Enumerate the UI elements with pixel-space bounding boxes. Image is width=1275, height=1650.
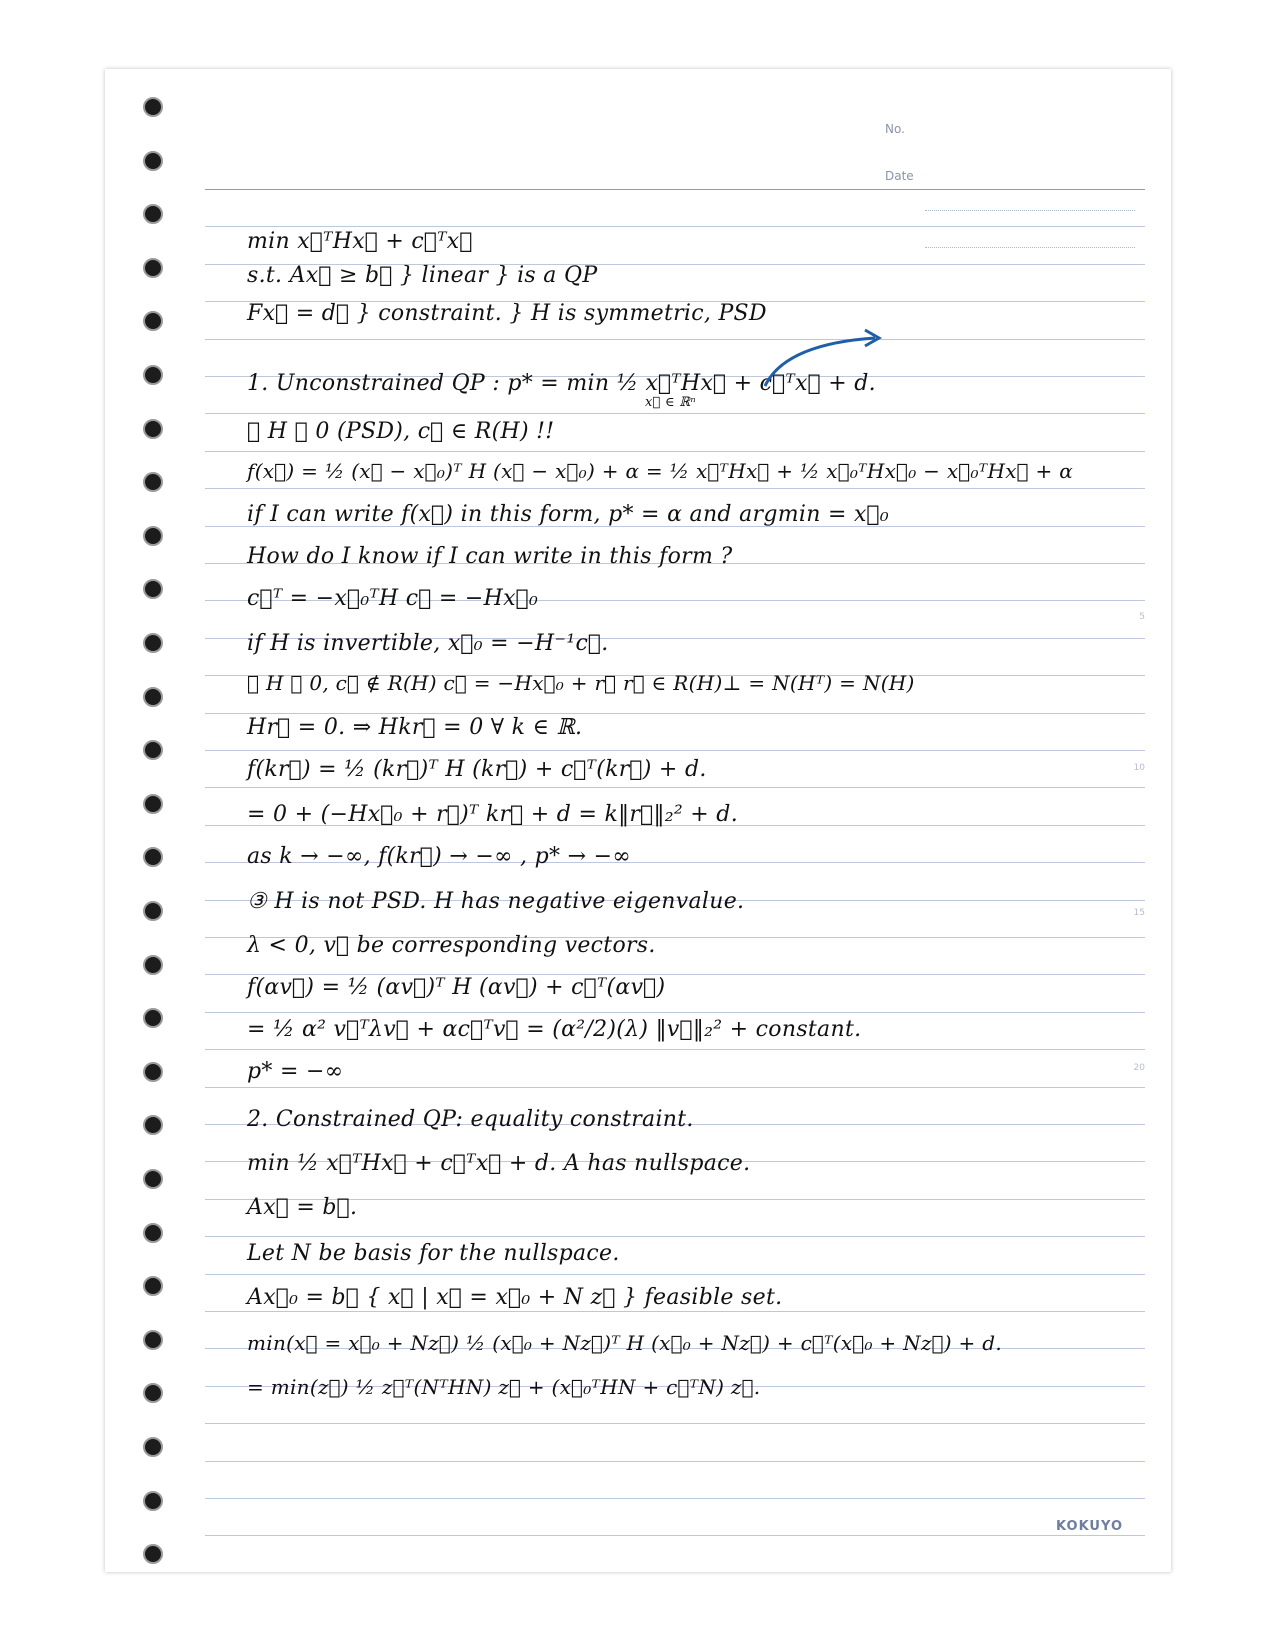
line-number-15: 15: [1133, 908, 1145, 918]
notebook-page: [105, 69, 1171, 1572]
note-line-1: min x⃗ᵀHx⃗ + c⃗ᵀx⃗: [247, 229, 473, 254]
handwritten-notes: [105, 69, 1171, 1572]
note-line-11: ② H ⪰ 0, c⃗ ∉ R(H) c⃗ = −Hx⃗₀ + r⃗ r⃗ ∈ R(H)⊥ = N(Hᵀ) = N(H): [247, 671, 915, 695]
brand-logo: KOKUYO: [1056, 1519, 1123, 1534]
note-line-25: Ax⃗₀ = b⃗ { x⃗ | x⃗ = x⃗₀ + N z⃗ } feasible set.: [247, 1285, 783, 1310]
note-line-10: if H is invertible, x⃗₀ = −H⁻¹c⃗.: [247, 631, 609, 656]
note-line-17: λ < 0, v⃗ be corresponding vectors.: [247, 933, 656, 958]
note-line-6: f(x⃗) = ½ (x⃗ − x⃗₀)ᵀ H (x⃗ − x⃗₀) + α = ½ x⃗ᵀHx⃗ + ½ x⃗₀ᵀHx⃗₀ − x⃗₀ᵀHx⃗ + α: [247, 459, 1073, 483]
no-label: No.: [885, 122, 905, 136]
line-number-5: 5: [1139, 612, 1145, 622]
note-line-9: c⃗ᵀ = −x⃗₀ᵀH c⃗ = −Hx⃗₀: [247, 586, 539, 611]
note-line-21: 2. Constrained QP: equality constraint.: [247, 1107, 694, 1132]
note-line-7: if I can write f(x⃗) in this form, p* = α and argmin = x⃗₀: [247, 502, 890, 527]
note-line-5: ① H ⪰ 0 (PSD), c⃗ ∈ R(H) !!: [247, 419, 555, 444]
note-line-3: Fx⃗ = d⃗ } constraint. } H is symmetric, PSD: [247, 301, 767, 326]
line-number-10: 10: [1133, 763, 1145, 773]
line-number-20: 20: [1133, 1063, 1145, 1073]
note-line-20: p* = −∞: [247, 1059, 344, 1084]
note-line-18: f(αv⃗) = ½ (αv⃗)ᵀ H (αv⃗) + c⃗ᵀ(αv⃗): [247, 975, 666, 1000]
note-line-12: Hr⃗ = 0. ⇒ Hkr⃗ = 0 ∀ k ∈ ℝ.: [247, 715, 583, 740]
note-line-19: = ½ α² v⃗ᵀλv⃗ + αc⃗ᵀv⃗ = (α²/2)(λ) ‖v⃗‖₂² + constant.: [247, 1017, 862, 1042]
note-line-4: 1. Unconstrained QP : p* = min ½ x⃗ᵀHx⃗ + c⃗ᵀx⃗ + d.: [247, 371, 876, 396]
note-line-8: How do I know if I can write in this form ?: [247, 544, 733, 569]
note-line-15: as k → −∞, f(kr⃗) → −∞ , p* → −∞: [247, 844, 631, 869]
note-line-26: min(x⃗ = x⃗₀ + Nz⃗) ½ (x⃗₀ + Nz⃗)ᵀ H (x⃗₀ + Nz⃗) + c⃗ᵀ(x⃗₀ + Nz⃗) + d.: [247, 1331, 1003, 1355]
note-line-16: ③ H is not PSD. H has negative eigenvalue.: [247, 889, 745, 914]
note-line-27: = min(z⃗) ½ z⃗ᵀ(NᵀHN) z⃗ + (x⃗₀ᵀHN + c⃗ᵀN) z⃗.: [247, 1375, 761, 1399]
psd-arrow-annotation: [755, 324, 895, 394]
note-line-14: = 0 + (−Hx⃗₀ + r⃗)ᵀ kr⃗ + d = k‖r⃗‖₂² + d.: [247, 802, 738, 827]
note-line-2: s.t. Ax⃗ ≥ b⃗ } linear } is a QP: [247, 263, 598, 288]
note-line-13: f(kr⃗) = ½ (kr⃗)ᵀ H (kr⃗) + c⃗ᵀ(kr⃗) + d.: [247, 757, 707, 782]
note-line-22: min ½ x⃗ᵀHx⃗ + c⃗ᵀx⃗ + d. A has nullspace.: [247, 1151, 751, 1176]
argmin-subscript: x⃗ ∈ ℝⁿ: [645, 395, 696, 410]
note-line-23: Ax⃗ = b⃗.: [247, 1195, 358, 1220]
date-label: Date: [885, 169, 914, 183]
note-line-24: Let N be basis for the nullspace.: [247, 1241, 620, 1266]
